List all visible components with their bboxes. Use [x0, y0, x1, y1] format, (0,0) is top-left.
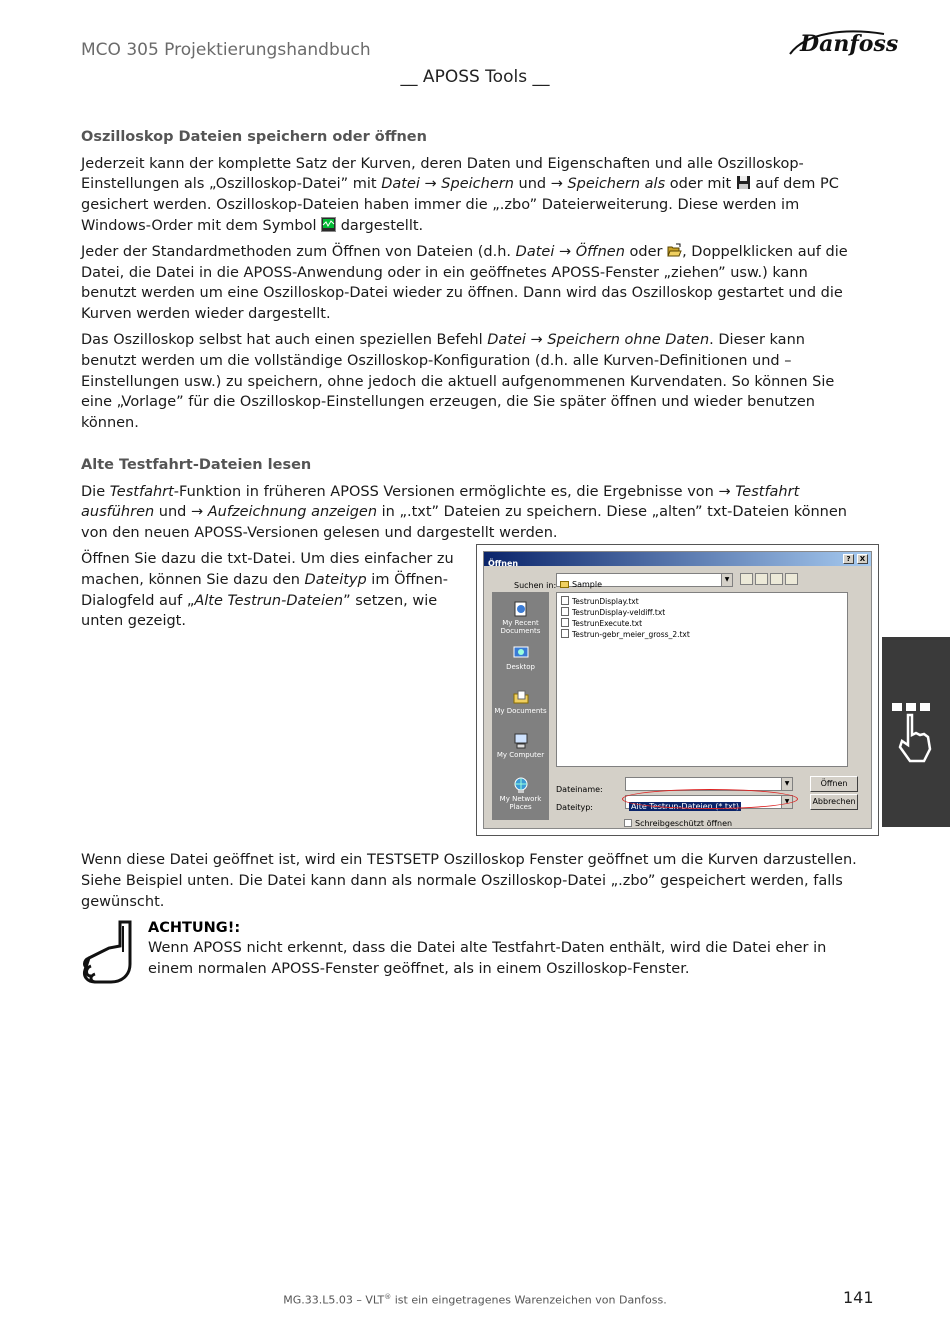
- place-recent-documents[interactable]: My Recent Documents: [492, 600, 549, 635]
- paragraph: Jederzeit kann der komplette Satz der Kurven, deren Daten und Eigenschaften und alle Oszilloskop-Einstellungen als „Oszilloskop-Datei” mit Datei → Speichern und → Speichern als oder mit auf dem PC gesichert werden. Oszilloskop-Dateien haben immer die „.zbo” Dateierweiterung. Diese werden im Windows-Order mit dem Symbol dargestellt.: [81, 155, 839, 234]
- desktop-icon: [512, 644, 530, 662]
- dialog-toolbar: [740, 573, 806, 587]
- filename-label: Dateiname:: [556, 785, 603, 795]
- paragraph: Jeder der Standardmethoden zum Öffnen von Dateien (d.h. Datei → Öffnen oder , Doppelklicken auf die Datei, die Datei in die APOSS-Anwendung oder in ein geöffnetes APOSS-Fenster „ziehen” usw.) kann benutzt werden um eine Oszilloskop-Datei wieder zu öffnen. Dann wird das Oszilloskop gestartet und die Kurven werden wieder dargestellt.: [81, 244, 848, 323]
- chevron-down-icon[interactable]: ▼: [781, 778, 792, 790]
- checkbox-box[interactable]: [624, 819, 632, 827]
- new-folder-icon[interactable]: [770, 573, 783, 585]
- file-item[interactable]: Testrun-gebr_meier_gross_2.txt: [561, 629, 843, 640]
- chevron-down-icon[interactable]: ▼: [721, 574, 732, 586]
- oscilloscope-file-icon: [321, 217, 336, 232]
- places-bar: [492, 592, 549, 820]
- open-dialog: [483, 551, 872, 829]
- hand-pressing-keys-icon: [886, 697, 946, 767]
- place-my-computer[interactable]: My Computer: [492, 732, 549, 759]
- folder-icon: [560, 581, 569, 588]
- open-folder-icon: [667, 243, 682, 258]
- file-item[interactable]: TestrunExecute.txt: [561, 618, 843, 629]
- file-list: [556, 592, 848, 767]
- caution-note: [81, 918, 863, 988]
- read-only-checkbox[interactable]: Schreibgeschützt öffnen: [624, 814, 732, 835]
- note-title: ACHTUNG!:: [148, 919, 241, 936]
- open-button[interactable]: Öffnen: [810, 776, 858, 792]
- paragraph: Wenn diese Datei geöffnet ist, wird ein TESTSETP Oszilloskop Fenster geöffnet um die Kurven darzustellen. Siehe Beispiel unten. Die Datei kann dann als normale Oszilloskop-Datei „.zbo” gespeichert werden, falls gewünscht.: [81, 852, 857, 910]
- my-documents-icon: [512, 688, 530, 706]
- svg-text:Danfoss: Danfoss: [800, 31, 899, 57]
- floppy-disk-icon: [736, 175, 751, 190]
- file-item[interactable]: TestrunDisplay-veldiff.txt: [561, 607, 843, 618]
- heading-alte-testfahrt: Alte Testfahrt-Dateien lesen: [81, 456, 312, 473]
- paragraph: Öffnen Sie dazu die txt-Datei. Um dies einfacher zu machen, können Sie dazu den Dateityp im Öffnen-Dialogfeld auf „Alte Testrun-Dateien” setzen, wie unten gezeigt.: [81, 551, 454, 630]
- place-desktop[interactable]: Desktop: [492, 644, 549, 671]
- heading-oszilloskop-dateien: Oszilloskop Dateien speichern oder öffnen: [81, 129, 427, 145]
- close-button[interactable]: X: [857, 554, 868, 564]
- look-in-select[interactable]: Sample ▼: [556, 573, 733, 587]
- filetype-select[interactable]: Alte Testrun-Dateien (*.txt) ▼: [625, 795, 793, 809]
- text-file-icon: [561, 607, 569, 616]
- recent-documents-icon: [512, 600, 530, 618]
- view-menu-icon[interactable]: [785, 573, 798, 585]
- place-my-documents[interactable]: My Documents: [492, 688, 549, 715]
- text-file-icon: [561, 618, 569, 627]
- section-title: __ APOSS Tools __: [400, 67, 550, 87]
- paragraph: Die Testfahrt-Funktion in früheren APOSS Versionen ermöglichte es, die Ergebnisse von → Testfahrt ausführen und → Aufzeichnung anzeigen in „.txt” Dateien zu speichern. Diese „alten” txt-Dateien können von den neuen APOSS-Versionen gelesen und dargestellt werden.: [81, 483, 847, 541]
- document-header-title: MCO 305 Projektierungshandbuch: [81, 40, 371, 60]
- back-icon[interactable]: [740, 573, 753, 585]
- place-my-network-places[interactable]: My Network Places: [492, 776, 549, 811]
- danfoss-logo: [786, 24, 899, 60]
- paragraph: Das Oszilloskop selbst hat auch einen speziellen Befehl Datei → Speichern ohne Daten. Dieser kann benutzt werden um die vollständige Oszilloskop-Konfiguration (d.h. alle Kurven-Definitionen und –Einstellungen usw.) zu speichern, ohne jedoch die aktuell aufgenommenen Kurvendaten. So können Sie eine „Vorlage” für die Oszilloskop-Einstellungen erzeugen, die Sie später öffnen und wieder benutzen können.: [81, 332, 835, 432]
- open-dialog-screenshot: [476, 544, 879, 836]
- text-with-dialog-screenshot: [81, 549, 866, 850]
- my-computer-icon: [512, 732, 530, 750]
- look-in-label: Suchen in:: [514, 581, 557, 591]
- footer-text: MG.33.L5.03 – VLT® ist ein eingetragenes Warenzeichen von Danfoss.: [283, 1293, 667, 1307]
- text-file-icon: [561, 596, 569, 605]
- cancel-button[interactable]: Abbrechen: [810, 794, 858, 810]
- up-folder-icon[interactable]: [755, 573, 768, 585]
- document-body: [81, 127, 866, 988]
- dialog-title-bar: Öffnen ? X: [484, 552, 871, 566]
- page-number: 141: [843, 1288, 874, 1307]
- file-item[interactable]: TestrunDisplay.txt: [561, 596, 843, 607]
- filetype-label: Dateityp:: [556, 803, 593, 813]
- text-file-icon: [561, 629, 569, 638]
- chapter-side-tab: [882, 637, 950, 827]
- chevron-down-icon[interactable]: ▼: [781, 796, 792, 808]
- pointing-hand-icon: [81, 918, 134, 986]
- network-places-icon: [512, 776, 530, 794]
- note-body: Wenn APOSS nicht erkennt, dass die Datei alte Testfahrt-Daten enthält, wird die Datei eher in einem normalen APOSS-Fenster geöffnet, als in einem Oszilloskop-Fenster.: [148, 940, 827, 978]
- help-button[interactable]: ?: [843, 554, 854, 564]
